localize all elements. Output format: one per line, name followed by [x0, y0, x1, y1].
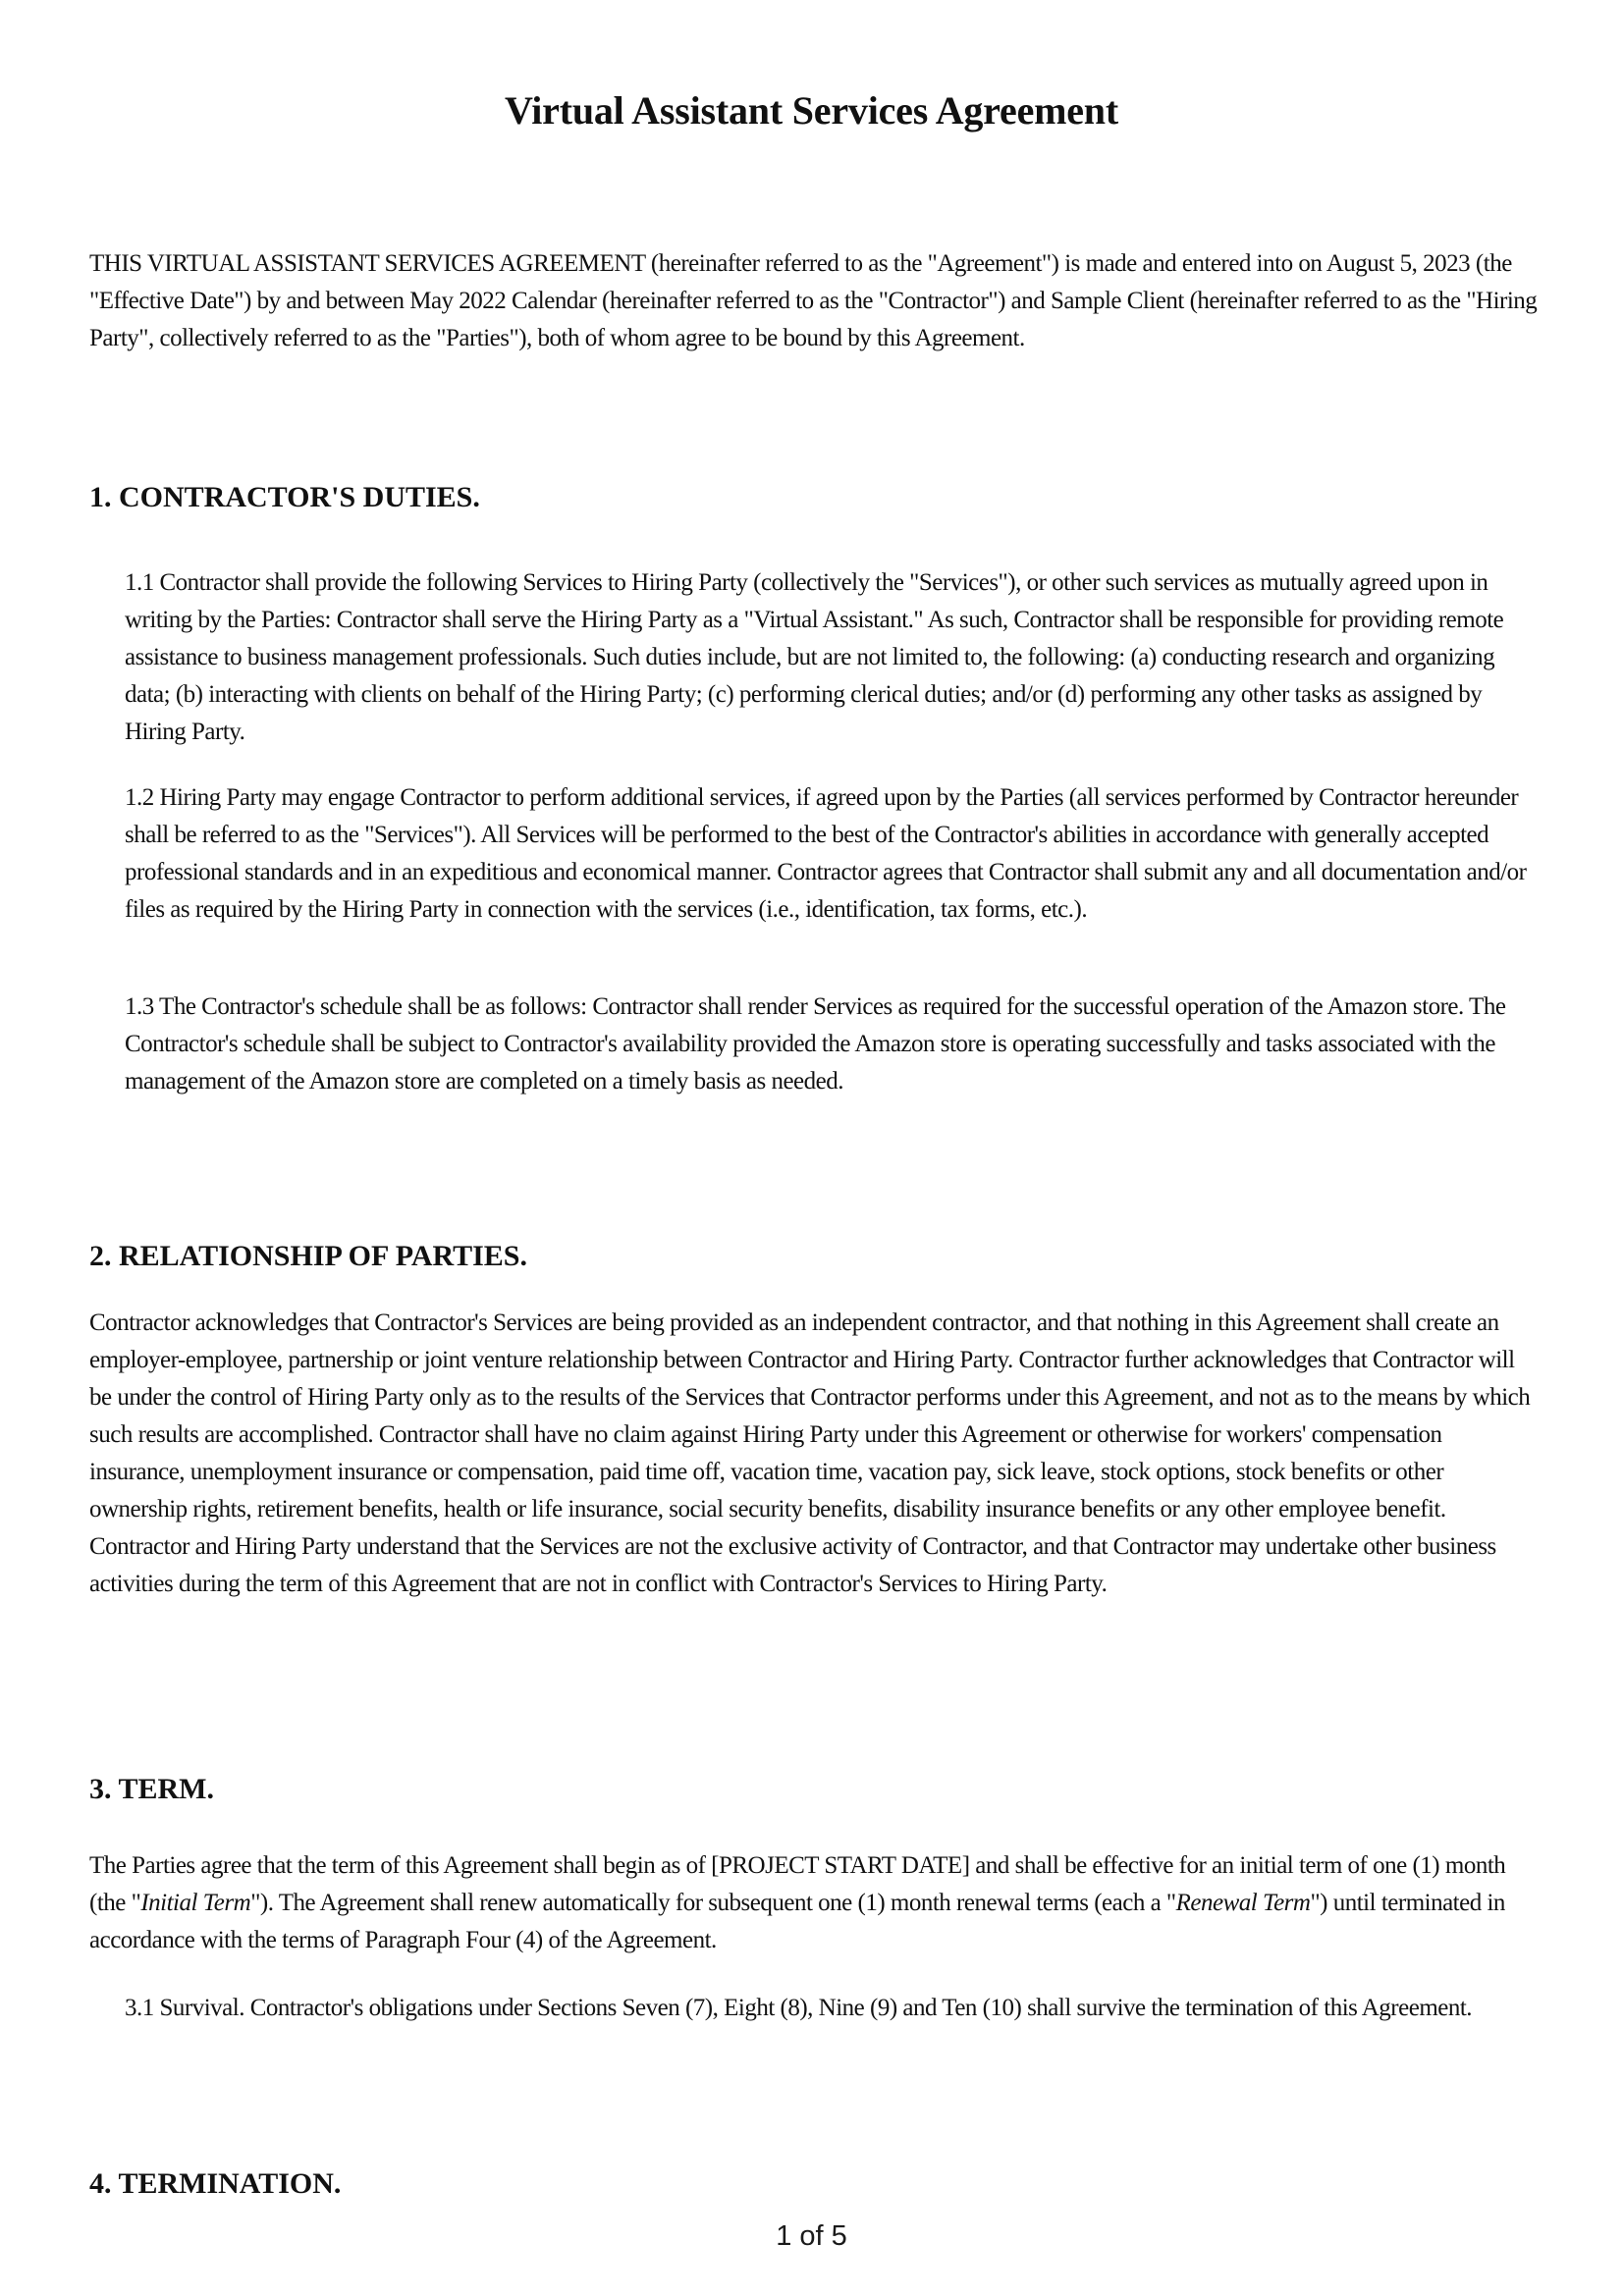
- clause-1-3: 1.3 The Contractor's schedule shall be as follows: Contractor shall render Services as required for the successful operation of the Amazon store. The Contractor's schedule shall be subject to Contractor's availability provided the Amazon store is operating successfully and tasks associated with the management of the Amazon store are completed on a timely basis as needed.: [125, 993, 1506, 1095]
- intro-paragraph: THIS VIRTUAL ASSISTANT SERVICES AGREEMENT (hereinafter referred to as the "Agreement") is made and entered into on August 5, 2023 (the "Effective Date") by and between May 2022 Calendar (hereinafter referred to as the "Contractor") and Sample Client (hereinafter referred to as the "Hiring Party", collectively referred to as the "Parties"), both of whom agree to be bound by this Agreement.: [89, 250, 1538, 351]
- term-paragraph-text: "). The Agreement shall renew automatically for subsequent one (1) month renewal terms (each a ": [250, 1890, 1176, 1916]
- term-heading: 3. TERM.: [89, 1773, 214, 1805]
- clause-1-1: 1.1 Contractor shall provide the following Services to Hiring Party (collectively the "Services"), or other such services as mutually agreed upon in writing by the Parties: Contractor shall serve the Hiring Party as a "Virtual Assistant." As such, Contractor shall be responsible for providing remote assistance to business management professionals. Such duties include, but are not limited to, the following: (a) conducting research and organizing data; (b) interacting with clients on behalf of the Hiring Party; (c) performing clerical duties; and/or (d) performing any other tasks as assigned by Hiring Party.: [125, 569, 1504, 745]
- clause-1-2: 1.2 Hiring Party may engage Contractor to perform additional services, if agreed upon by the Parties (all services performed by Contractor hereunder shall be referred to as the "Services"). All Services will be performed to the best of the Contractor's abilities in accordance with generally accepted professional standards and in an expeditious and economical manner. Contractor agrees that Contractor shall submit any and all documentation and/or files as required by the Hiring Party in connection with the services (i.e., identification, tax forms, etc.).: [125, 784, 1527, 923]
- page-number: 1 of 5: [776, 2220, 847, 2252]
- relationship-paragraph: Contractor acknowledges that Contractor's Services are being provided as an independent contractor, and that nothing in this Agreement shall create an employer-employee, partnership or joint venture relationship between Contractor and Hiring Party. Contractor further acknowledges that Contractor will be under the control of Hiring Party only as to the results of the Services that Contractor performs under this Agreement, and not as to the means by which such results are accomplished. Contractor shall have no claim against Hiring Party under this Agreement or otherwise for workers' compensation insurance, unemployment insurance or compensation, paid time off, vacation time, vacation pay, sick leave, stock options, stock benefits or other ownership rights, retirement benefits, health or life insurance, social security benefits, disability insurance benefits or any other employee benefit. Contractor and Hiring Party understand that the Services are not the exclusive activity of Contractor, and that Contractor may undertake other business activities during the term of this Agreement that are not in conflict with Contractor's Services to Hiring Party.: [89, 1309, 1531, 1597]
- term-paragraph: [89, 1847, 1541, 1959]
- relationship-of-parties-heading: 2. RELATIONSHIP OF PARTIES.: [89, 1240, 527, 1272]
- contractors-duties-heading: 1. CONTRACTOR'S DUTIES.: [89, 481, 480, 513]
- term-paragraph-text: The Parties agree that the term of this Agreement shall begin as of [PROJECT START DATE] and shall be effective for an initial term of one (1) month (the ": [89, 1852, 1506, 1916]
- clause-3-1: 3.1 Survival. Contractor's obligations under Sections Seven (7), Eight (8), Nine (9) and Ten (10) shall survive the termination of this Agreement.: [125, 1995, 1473, 2021]
- renewal-term-italic: Renewal Term: [1175, 1890, 1311, 1916]
- document-title: Virtual Assistant Services Agreement: [505, 88, 1118, 133]
- term-paragraph-text: ") until terminated in accordance with the terms of Paragraph Four (4) of the Agreement.: [89, 1890, 1505, 1953]
- termination-heading: 4. TERMINATION.: [89, 2167, 342, 2200]
- initial-term-italic: Initial Term: [140, 1890, 251, 1916]
